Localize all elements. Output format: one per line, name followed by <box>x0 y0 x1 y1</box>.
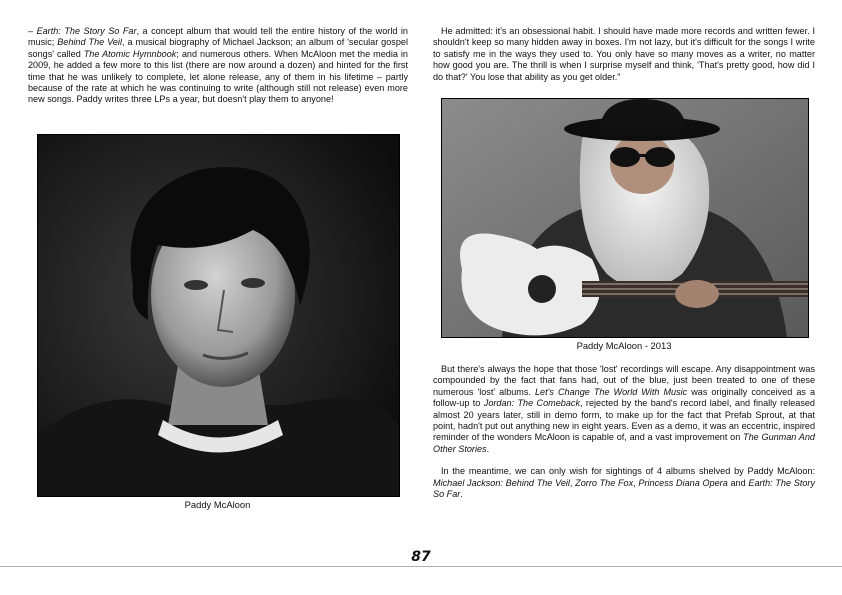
photo-paddy-mcaloon-2013 <box>441 98 809 338</box>
title-behind-the-veil: Behind The Veil <box>57 37 122 48</box>
guitar-photo-illustration <box>442 99 808 337</box>
lost-recordings-paragraph: But there's always the hope that those 'lost' recordings will escape. Any disappointment was compounded by the fact that fans had, out of the blue, just been treated to one of these numerous 'lost' albums. Let's Change The World With Music was originally conceived as a follow-up to Jordan: The Comeback, rejected by the band's record label, and finally released almost 20 years later, still in demo form, to make up for the fact that Prefab Sprout, at that point, hadn't put out anything new in eight years. Even as a demo, it was an eccentric, inspired reminder of the wonders McAloon is capable of, and a vast improvement on The Gunman And Other Stories. <box>433 364 816 454</box>
title-jordan-the-comeback: Jordan: The Comeback <box>483 398 581 409</box>
photo1-caption: Paddy McAloon <box>184 499 251 510</box>
photo2-caption: Paddy McAloon - 2013 <box>576 340 672 351</box>
title-zorro-the-fox: Zorro The Fox <box>575 477 634 488</box>
left-column <box>28 26 408 106</box>
footer-rule <box>0 566 842 567</box>
title-lets-change-the-world: Let's Change The World With Music <box>535 386 688 397</box>
title-gunman-and-other-stories: The Gunman And Other Stories <box>433 432 815 454</box>
portrait-illustration <box>38 135 399 496</box>
title-earth-story-so-far: Earth: The Story So Far <box>433 477 815 500</box>
title-earth: Earth: The Story So Far <box>36 26 137 36</box>
page-number: 87 <box>411 549 431 565</box>
photo-paddy-mcaloon-portrait <box>37 134 400 497</box>
left-paragraph: – Earth: The Story So Far, a concept album that would tell the entire history of the world in music; Behind The Veil, a musical biography of Michael Jackson; an album of 'secular gospel songs' called The Atomic Hymnbook; and numerous others. When McAloon met the media in 2009, he added a few more to this list (there are now around a dozen) and hinted for the first time that he was unlikely to complete, let alone release, any of them in his lifetime – partly because of the rate at which he was continuing to write (although still not release) even more new songs. Paddy writes three LPs a year, but doesn't play them to anyone! <box>28 26 408 105</box>
title-princess-diana-opera: Princess Diana Opera <box>638 477 728 488</box>
title-mj-behind-the-veil: Michael Jackson: Behind The Veil <box>433 477 570 488</box>
right-column-top <box>433 26 815 83</box>
quote-paragraph: He admitted: it's an obsessional habit. I should have made more records and written fewer. I shouldn't keep so many hidden away in boxes. I'm not lazy, but it's difficult for the songs I write to satisfy me in the ways they used to. You only have so many moves as a writer, no matter how good you are. The thrill is when I surprise myself and think, 'That's pretty good, how did I do that?' You lose that ability as you get older." <box>433 26 815 82</box>
title-atomic-hymnbook: The Atomic Hymnbook <box>83 48 177 59</box>
right-column-bottom <box>433 364 815 500</box>
shelved-albums-paragraph: In the meantime, we can only wish for sightings of 4 albums shelved by Paddy McAloon: Michael Jackson: Behind The Veil, Zorro The Fox, Princess Diana Opera and Earth: The Story So Far. <box>433 466 815 500</box>
